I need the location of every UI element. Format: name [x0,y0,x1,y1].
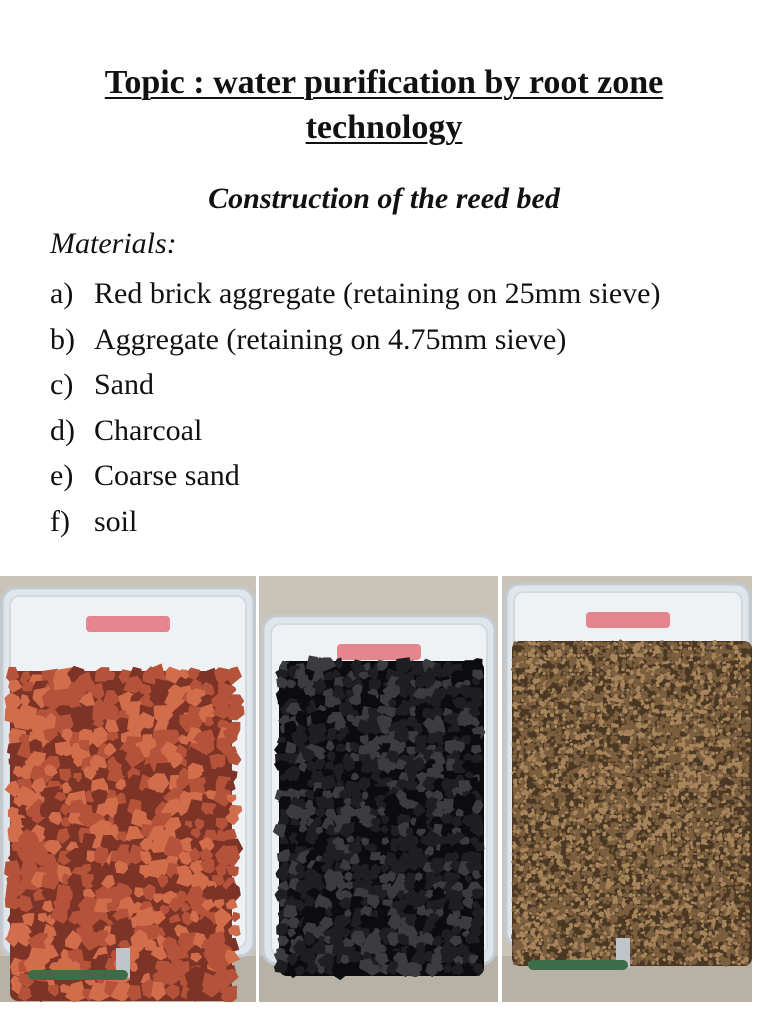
photo-red-brick-aggregate [0,576,256,1002]
material-text: Sand [94,368,154,401]
materials-list [50,271,660,544]
material-item [50,408,660,454]
material-marker: d) [50,413,75,447]
material-item [50,453,660,499]
photo-illustration [0,576,256,1002]
material-item [50,271,660,317]
material-item [50,499,660,545]
photo-illustration [259,576,498,1002]
material-item [50,317,660,363]
photo-aggregate [502,576,752,1002]
photo-illustration [502,576,752,1002]
page-title: Topic : water purification by root zone technology [104,64,664,146]
material-marker: f) [50,504,70,538]
material-text: Red brick aggregate (retaining on 25mm sieve) [94,277,661,310]
material-text: Coarse sand [94,459,240,492]
material-marker: a) [50,277,74,310]
photo-row [0,576,752,1002]
material-text: Charcoal [94,413,203,447]
material-marker: c) [50,368,74,401]
material-marker: b) [50,322,75,356]
material-item [50,362,660,408]
material-text: soil [94,504,138,538]
photo-charcoal [259,576,498,1002]
materials-label: Materials: [50,227,177,260]
material-marker: e) [50,459,74,492]
section-subtitle: Construction of the reed bed [208,182,560,215]
material-text: Aggregate (retaining on 4.75mm sieve) [94,322,567,356]
